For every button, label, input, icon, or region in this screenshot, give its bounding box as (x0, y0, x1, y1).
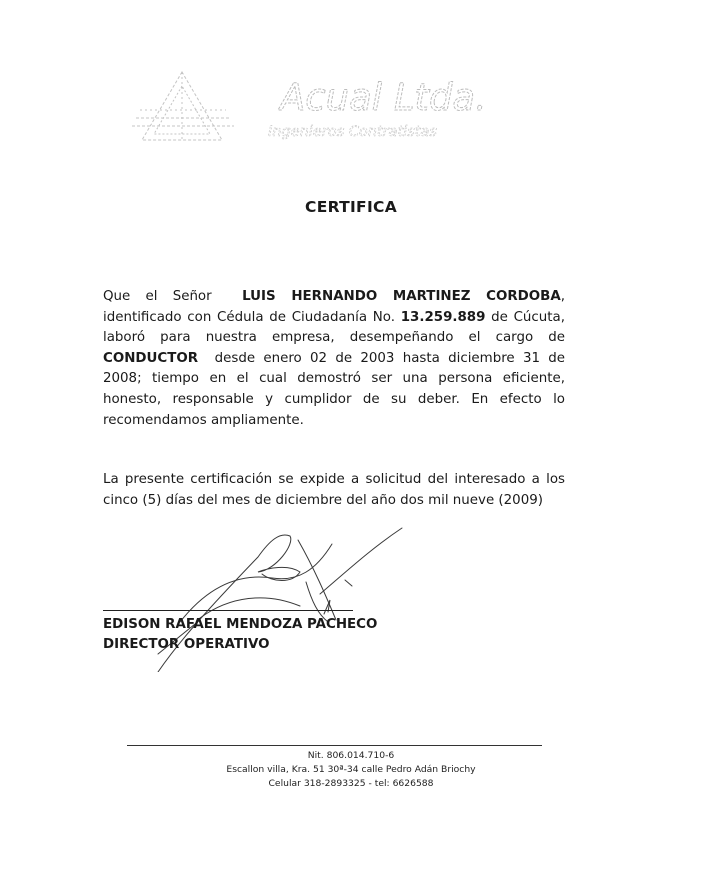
signer-role: DIRECTOR OPERATIVO (103, 637, 270, 652)
company-name: Acual Ltda. (280, 76, 487, 119)
issuance-paragraph: La presente certificación se expide a solicitud del interesado a los cinco (5) días del mes de diciembre del año dos mil nueve (2009) (103, 472, 565, 508)
company-logo (130, 62, 550, 150)
footer-nit: Nit. 806.014.710-6 (307, 750, 395, 761)
intro-text: Que el Señor (103, 289, 212, 304)
company-tagline: Ingenieros Contratistas (268, 124, 437, 140)
employee-name: LUIS HERNANDO MARTINEZ CORDOBA (242, 289, 561, 304)
id-intro-text: , identificado con Cédula de Ciudadanía No. (103, 289, 565, 325)
footer-phones: Celular 318-2893325 - tel: 6626588 (268, 778, 434, 789)
document-title: CERTIFICA (305, 198, 397, 216)
certification-paragraph (103, 287, 565, 431)
job-position: CONDUCTOR (103, 350, 199, 366)
signature-line (103, 610, 353, 611)
footer-divider (127, 745, 542, 746)
dates-text: desde enero 02 de 2003 hasta diciembre 31 de 2008; tiempo en el cual demostró ser una persona eficiente, honesto, responsable y cumplidor de su deber. En efecto lo recomendamos ampliamente. (103, 350, 566, 428)
triangle-logo-icon (132, 72, 234, 140)
signer-name: EDISON RAFAEL MENDOZA PACHECO (103, 617, 378, 632)
footer-address: Escallon villa, Kra. 51 30ª-34 calle Pedro Adán Briochy (226, 764, 476, 775)
id-number: 13.259.889 (400, 309, 486, 325)
employment-text: de Cúcuta, laboró para nuestra empresa, desempeñando el cargo de (103, 309, 565, 346)
